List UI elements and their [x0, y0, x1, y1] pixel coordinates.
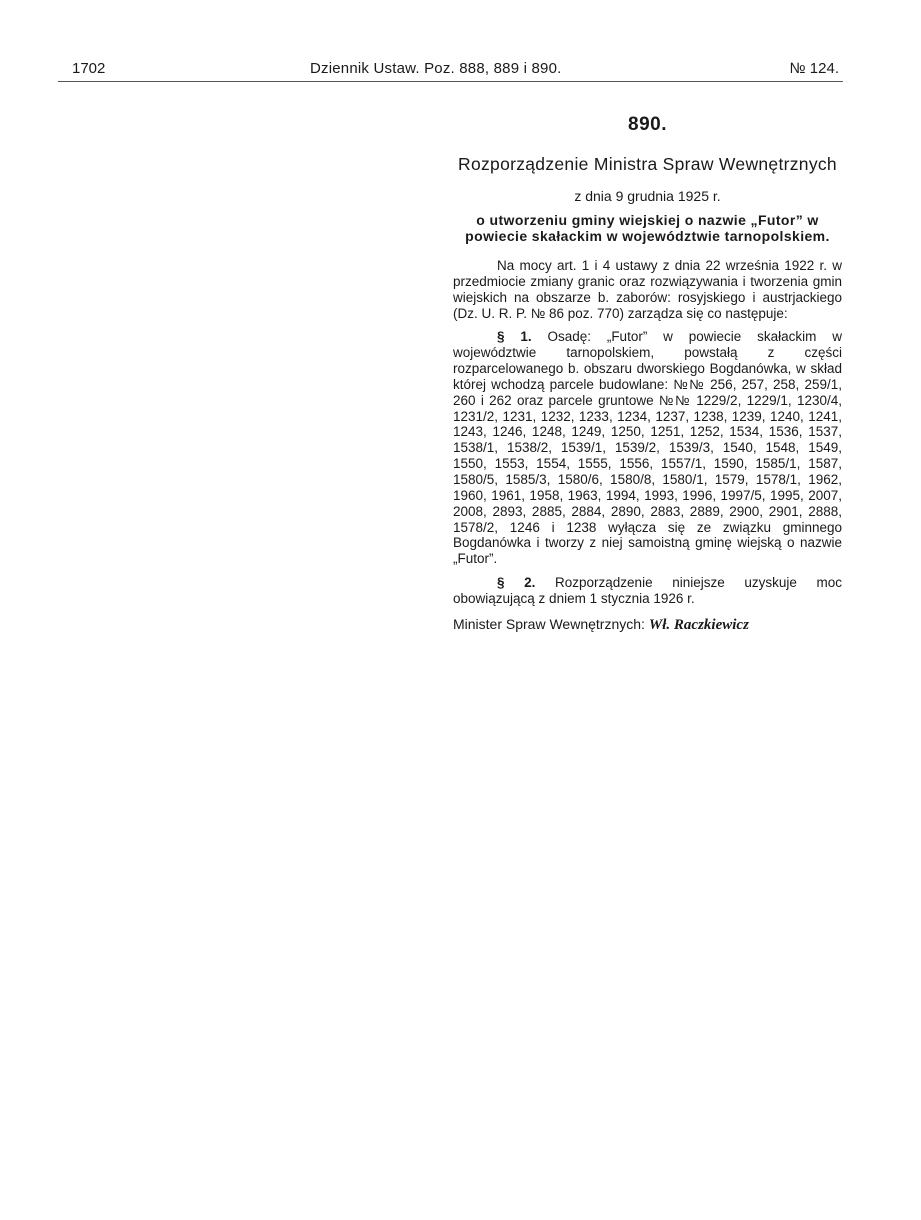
page-header: [58, 58, 843, 80]
regulation-title: Rozporządzenie Ministra Spraw Wewnętrznych: [458, 154, 837, 174]
section-1: [453, 329, 842, 567]
section-2-label: § 2.: [497, 575, 536, 591]
signature-role: Minister Spraw Wewnętrznych:: [453, 615, 645, 632]
preamble: Na mocy art. 1 i 4 ustawy z dnia 22 września 1922 r. w przedmiocie zmiany granic oraz rozwiązywania i tworzenia gmin wiejskich na obszarze b. zaborów: rosyjskiego i austrjackiego (Dz. U. R. P. № 86 poz. 770) zarządza się co następuje:: [453, 258, 842, 321]
section-1-label: § 1.: [497, 329, 532, 345]
signature: [453, 616, 842, 634]
regulation-column: [453, 114, 842, 634]
page-number: 1702: [72, 60, 106, 77]
signature-name: Wł. Raczkiewicz: [648, 616, 749, 633]
section-1-text: Osadę: „Futor” w powiecie skałackim w województwie tarnopolskiem, powstałą z części rozparcelowanego b. obszaru dworskiego Bogdanówka, w skład której wchodzą parcele budowlane: №№ 256, 257, 258, 259/1, 260 i 262 oraz parcele gruntowe №№ 1229/2, 1229/1, 1230/4, 1231/2, 1231, 1232, 1233, 1234, 1237, 1238, 1239, 1240, 1241, 1243, 1246, 1248, 1249, 1250, 1251, 1252, 1534, 1536, 1537, 1538/1, 1538/2, 1539/1, 1539/2, 1539/3, 1540, 1548, 1549, 1550, 1553, 1554, 1555, 1556, 1557/1, 1590, 1585/1, 1587, 1580/5, 1585/3, 1580/6, 1580/8, 1580/1, 1579, 1578/1, 1962, 1960, 1961, 1958, 1963, 1994, 1993, 1996, 1997/5, 1995, 2007, 2008, 2893, 2885, 2884, 2890, 2883, 2889, 2900, 2901, 2888, 1578/2, 1246 i 1238 wyłącza się ze związku gminnego Bogdanówka i tworzy z niej samoistną gminę wiejską o nazwie „Futor”.: [453, 329, 842, 567]
header-rule: [58, 81, 843, 82]
position-number: 890.: [628, 114, 667, 135]
issue-number: № 124.: [789, 60, 839, 77]
journal-title: Dziennik Ustaw. Poz. 888, 889 i 890.: [310, 60, 562, 77]
section-2: [453, 575, 842, 607]
section-2-text: Rozporządzenie niniejsze uzyskuje moc obowiązującą z dniem 1 stycznia 1926 r.: [453, 575, 842, 606]
regulation-date: z dnia 9 grudnia 1925 r.: [574, 188, 721, 204]
regulation-subject: o utworzeniu gminy wiejskiej o nazwie „Futor” w powiecie skałackim w województwie tarnopolskiem.: [465, 212, 830, 244]
